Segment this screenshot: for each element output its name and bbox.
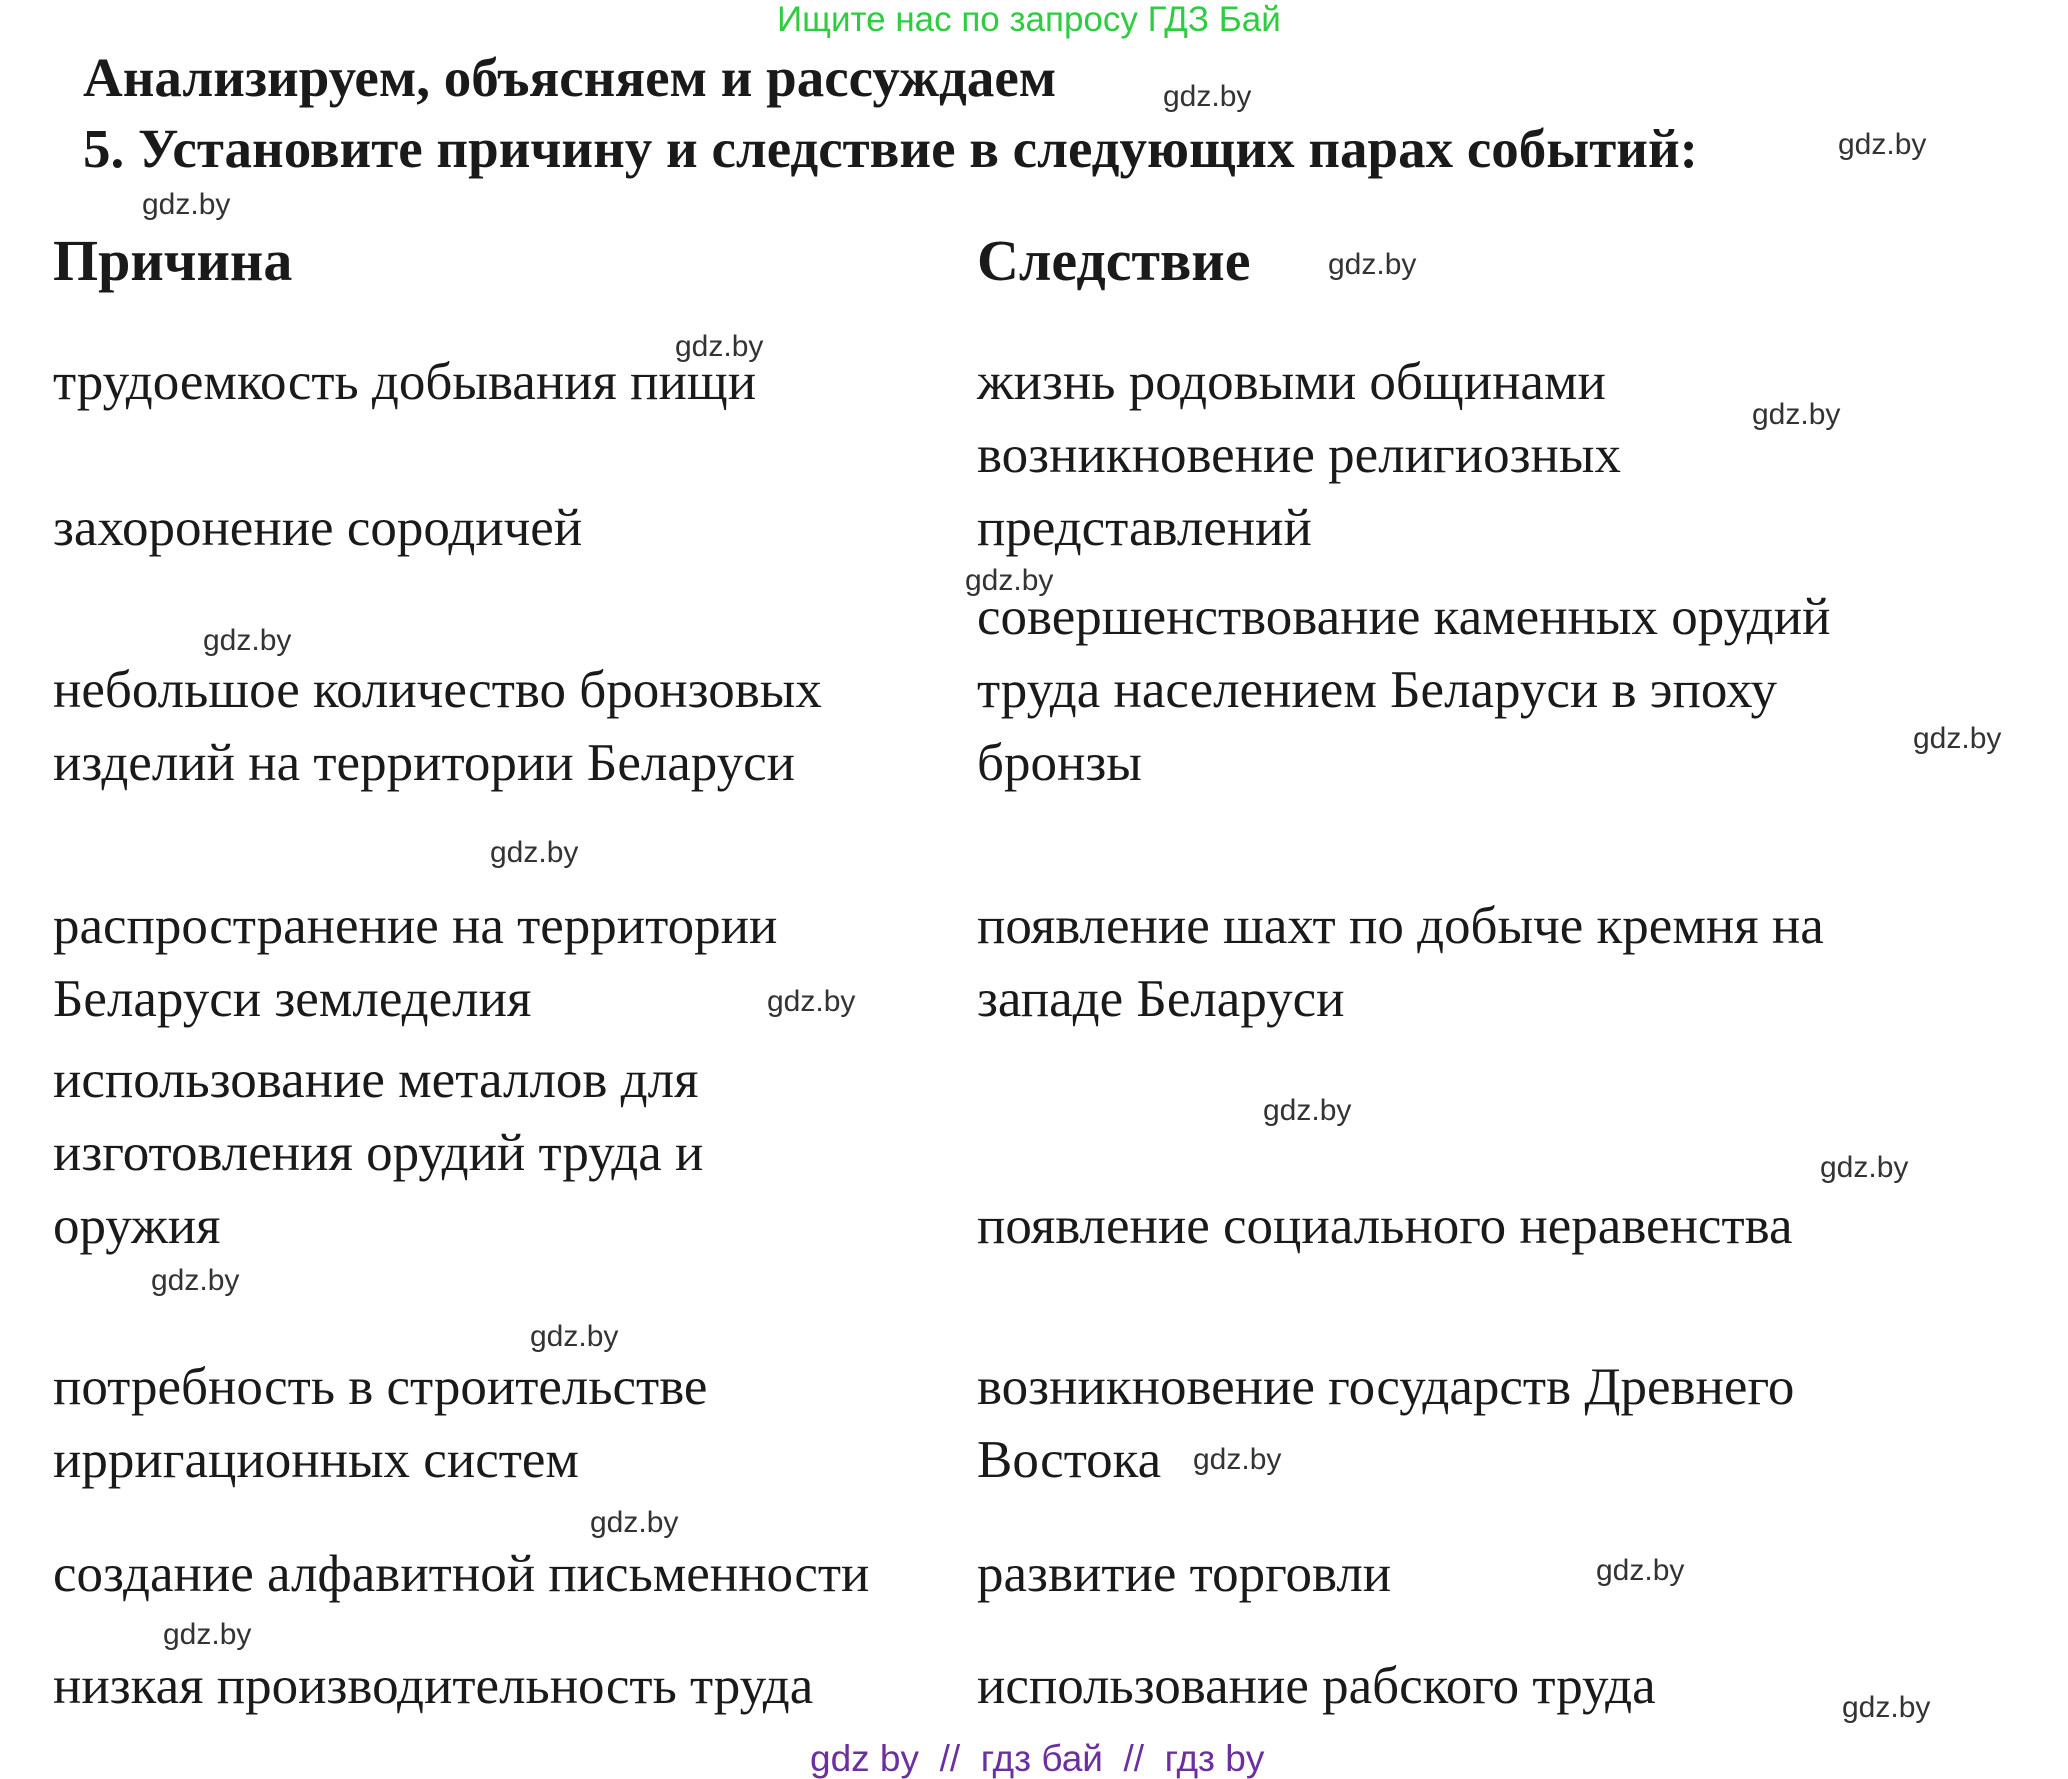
watermark: gdz.by — [1838, 128, 1927, 161]
cause-line: трудоемкость добывания пищи — [53, 353, 757, 411]
cause-line: распространение на территории — [53, 897, 778, 955]
cause-line: низкая производительность труда — [53, 1657, 814, 1715]
cause-column-header: Причина — [53, 228, 293, 293]
task-title: 5. Установите причину и следствие в следующих парах событий: — [83, 118, 1698, 179]
cause-line: изделий на территории Беларуси — [53, 734, 795, 792]
cause-line: ирригационных систем — [53, 1431, 579, 1489]
effect-line: возникновение религиозных — [977, 426, 1622, 484]
watermark: gdz.by — [142, 188, 231, 221]
watermark: gdz.by — [1328, 248, 1417, 281]
watermark: gdz.by — [1752, 398, 1841, 431]
effect-line: возникновение государств Древнего — [977, 1358, 1795, 1416]
effect-line: представлений — [977, 499, 1312, 557]
watermark: gdz.by — [1596, 1554, 1685, 1587]
effect-line: совершенствование каменных орудий — [977, 588, 1831, 646]
section-title: Анализируем, объясняем и рассуждаем — [83, 47, 1057, 108]
cause-line: небольшое количество бронзовых — [53, 661, 822, 719]
cause-line: создание алфавитной письменности — [53, 1545, 870, 1603]
effect-line: появление шахт по добыче кремня на — [977, 897, 1824, 955]
watermark: gdz.by — [590, 1506, 679, 1539]
watermark: gdz.by — [965, 564, 1054, 597]
search-banner: Ищите нас по запросу ГДЗ Бай — [777, 0, 1281, 39]
cause-line: захоронение сородичей — [53, 499, 583, 557]
cause-line: использование металлов для — [53, 1051, 699, 1109]
footer-watermark: gdz by // гдз бай // гдз by — [810, 1738, 1265, 1779]
watermark: gdz.by — [1263, 1094, 1352, 1127]
effect-line: Востока — [977, 1431, 1162, 1489]
watermark: gdz.by — [1193, 1443, 1282, 1476]
watermark: gdz.by — [530, 1320, 619, 1353]
cause-line: Беларуси земледелия — [53, 970, 532, 1028]
effect-line: труда населением Беларуси в эпоху — [977, 661, 1778, 719]
watermark: gdz.by — [1842, 1691, 1931, 1724]
cause-line: изготовления орудий труда и — [53, 1124, 704, 1182]
watermark: gdz.by — [151, 1264, 240, 1297]
effect-column-header: Следствие — [977, 228, 1251, 293]
effect-line: западе Беларуси — [977, 970, 1345, 1028]
effect-line: появление социального неравенства — [977, 1197, 1793, 1255]
watermark: gdz.by — [1913, 722, 2002, 755]
effect-line: использование рабского труда — [977, 1657, 1656, 1715]
watermark: gdz.by — [203, 624, 292, 657]
watermark: gdz.by — [490, 836, 579, 869]
effect-line: развитие торговли — [977, 1545, 1392, 1603]
cause-line: оружия — [53, 1197, 221, 1255]
cause-line: потребность в строительстве — [53, 1358, 708, 1416]
effect-line: бронзы — [977, 734, 1142, 792]
effect-line: жизнь родовыми общинами — [977, 353, 1606, 411]
watermark: gdz.by — [163, 1618, 252, 1651]
watermark: gdz.by — [675, 330, 764, 363]
watermark: gdz.by — [1163, 80, 1252, 113]
watermark: gdz.by — [767, 985, 856, 1018]
watermark: gdz.by — [1820, 1151, 1909, 1184]
